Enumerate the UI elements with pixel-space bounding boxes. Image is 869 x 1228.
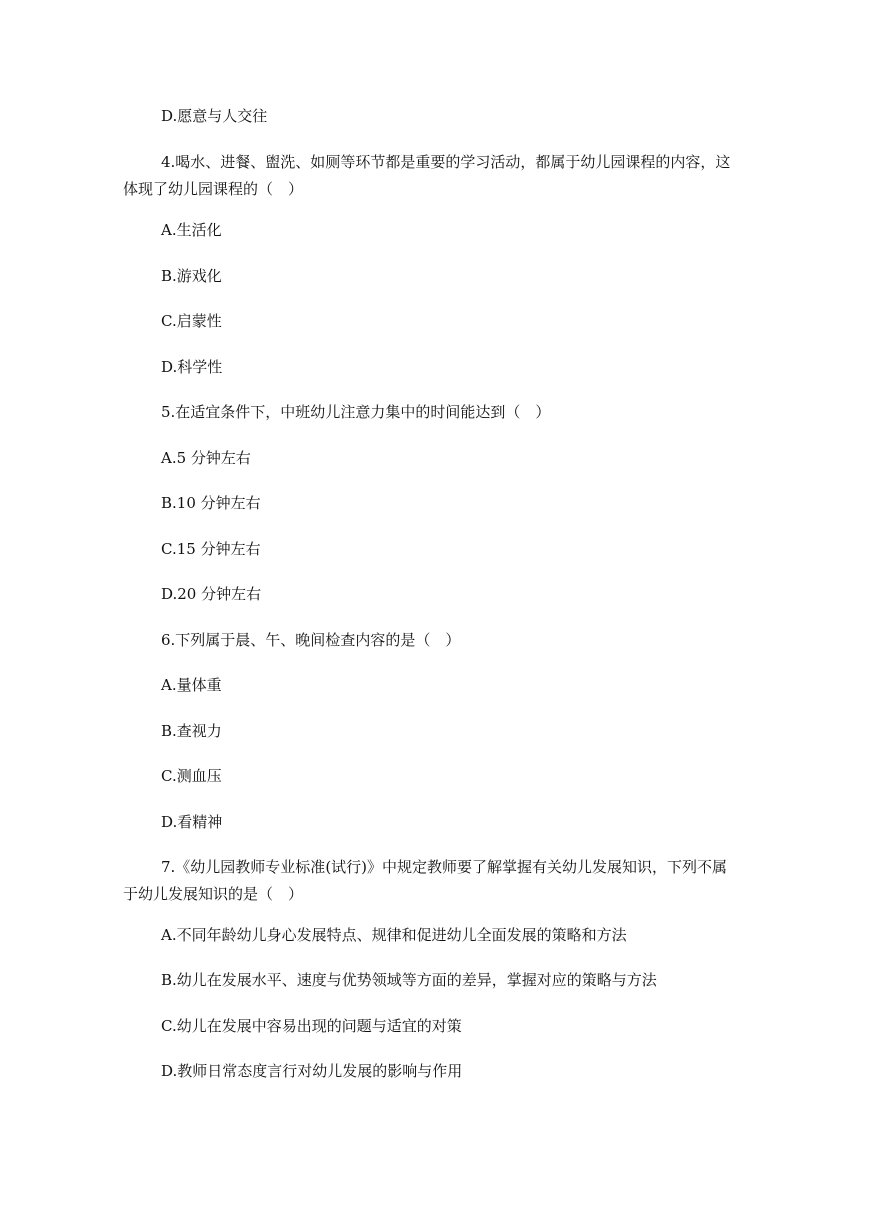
question-5: 5.在适宜条件下，中班幼儿注意力集中的时间能达到（ ） (161, 403, 551, 421)
option-5a: A.5 分钟左右 (161, 449, 251, 467)
option-7d: D.教师日常态度言行对幼儿发展的影响与作用 (161, 1062, 463, 1080)
question-4-line1: 4.喝水、进餐、盥洗、如厕等环节都是重要的学习活动，都属于幼儿园课程的内容，这 (161, 153, 731, 171)
question-7 (123, 857, 741, 904)
option-7a: A.不同年龄幼儿身心发展特点、规律和促进幼儿全面发展的策略和方法 (161, 926, 627, 944)
question-4 (123, 152, 741, 199)
option-6a: A.量体重 (161, 676, 222, 694)
option-6d: D.看精神 (161, 813, 223, 831)
question-7-line2: 于幼儿发展知识的是（ ） (123, 885, 304, 903)
option-6c: C.测血压 (161, 767, 222, 785)
question-4-line2: 体现了幼儿园课程的（ ） (123, 180, 304, 198)
option-3d: D.愿意与人交往 (161, 107, 268, 125)
option-4a: A.生活化 (161, 221, 222, 239)
question-7-line1: 7.《幼儿园教师专业标准(试行)》中规定教师要了解掌握有关幼儿发展知识，下列不属 (161, 858, 728, 876)
option-7c: C.幼儿在发展中容易出现的问题与适宜的对策 (161, 1017, 462, 1035)
question-6: 6.下列属于晨、午、晚间检查内容的是（ ） (161, 631, 461, 649)
option-5b: B.10 分钟左右 (161, 494, 261, 512)
option-7b: B.幼儿在发展水平、速度与优势领域等方面的差异，掌握对应的策略与方法 (161, 971, 657, 989)
option-4b: B.游戏化 (161, 267, 222, 285)
option-6b: B.查视力 (161, 722, 222, 740)
option-4d: D.科学性 (161, 358, 223, 376)
option-4c: C.启蒙性 (161, 312, 222, 330)
option-5d: D.20 分钟左右 (161, 585, 262, 603)
option-5c: C.15 分钟左右 (161, 540, 261, 558)
